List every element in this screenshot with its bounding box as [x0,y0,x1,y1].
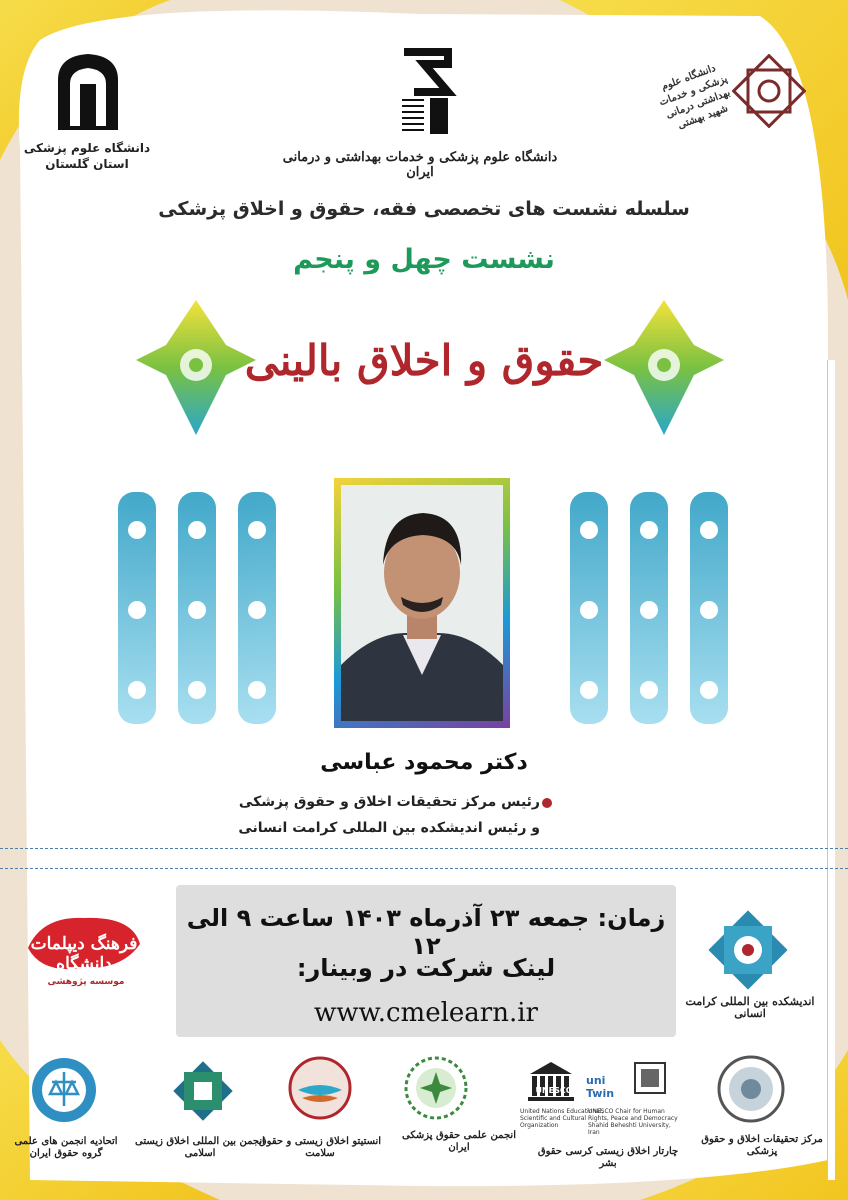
unesco-logo-icon [526,1060,576,1104]
unesco-org: United Nations Educational, Scientific and Cultural Organization [520,1108,604,1129]
event-time: زمان: جمعه ۲۳ آذرماه ۱۴۰۳ ساعت ۹ الی ۱۲ [186,904,666,960]
partner-caption-1: مرکز تحقیقات اخلاق و حقوق پزشکی [701,1134,823,1157]
think-tank-logo-icon [706,908,790,992]
unesco-chair-text: UNESCO Chair for Human Rights, Peace and Democracy Shahid Beheshti University, Iran [588,1108,678,1136]
left-university-caption: دانشگاه علوم پزشکی استان گلستان [23,141,151,171]
event-url-link[interactable]: www.cmelearn.ir [314,998,538,1028]
series-title: سلسله نشست های تخصصی فقه، حقوق و اخلاق پزشکی [158,198,690,220]
session-number: نشست چهل و پنجم [293,244,555,275]
unesco-name: UNESCO [535,1086,573,1095]
partner-caption-5: انجمن بین المللی اخلاق زیستی اسلامی [135,1136,265,1159]
bioethics-institute-logo-icon [288,1056,352,1120]
ethics-research-center-logo-icon [716,1054,786,1124]
partner-caption-2: چارتار اخلاق زیستی کرسی حقوق بشر [537,1146,679,1169]
speaker-role-1: رئیس مرکز تحقیقات اخلاق و حقوق پزشکی [238,794,540,810]
law-associations-union-logo-icon [30,1056,98,1124]
culture-logo-text: فرهنگ دیپلمات دانشگاه [30,934,138,974]
speaker-name: دکتر محمود عباسی [320,750,528,775]
bullet-dot [542,798,552,808]
speaker-role-2: و رئیس اندیشکده بین المللی کرامت انسانی [238,820,540,836]
divider-dashed-1 [0,848,848,849]
beheshti-university-logo-icon [732,54,806,128]
golestan-university-logo-icon [52,50,124,134]
islamic-bioethics-logo-icon [170,1058,236,1124]
medical-law-association-logo-icon [404,1056,468,1120]
partner-caption-3: انجمن علمی حقوق پزشکی ایران [402,1130,516,1153]
think-tank-caption: اندیشکده بین المللی کرامت انسانی [685,995,815,1020]
culture-logo-sub: موسسه پژوهشی [47,977,125,987]
unitwin-label: uni Twin [586,1074,615,1100]
divider-dashed-2 [0,868,848,869]
partner-caption-6: اتحادیه انجمن های علمی گروه حقوق ایران [14,1136,118,1159]
center-university-caption: دانشگاه علوم پزشکی و خدمات بهداشتی و درمانی ایران [282,150,558,180]
iran-university-logo-icon [394,42,458,142]
speaker-photo [341,485,503,721]
topic-title: حقوق و اخلاق بالینی [244,336,604,385]
partner-caption-4: انستیتو اخلاق زیستی و حقوق سلامت [258,1136,382,1159]
right-university-caption: دانشگاه علوم پزشکی و خدمات بهداشتی درمانی شهید بهشتی [657,62,732,132]
event-link-label: لینک شرکت در وبینار: [296,954,556,982]
beheshti-chair-logo-icon [634,1062,666,1094]
